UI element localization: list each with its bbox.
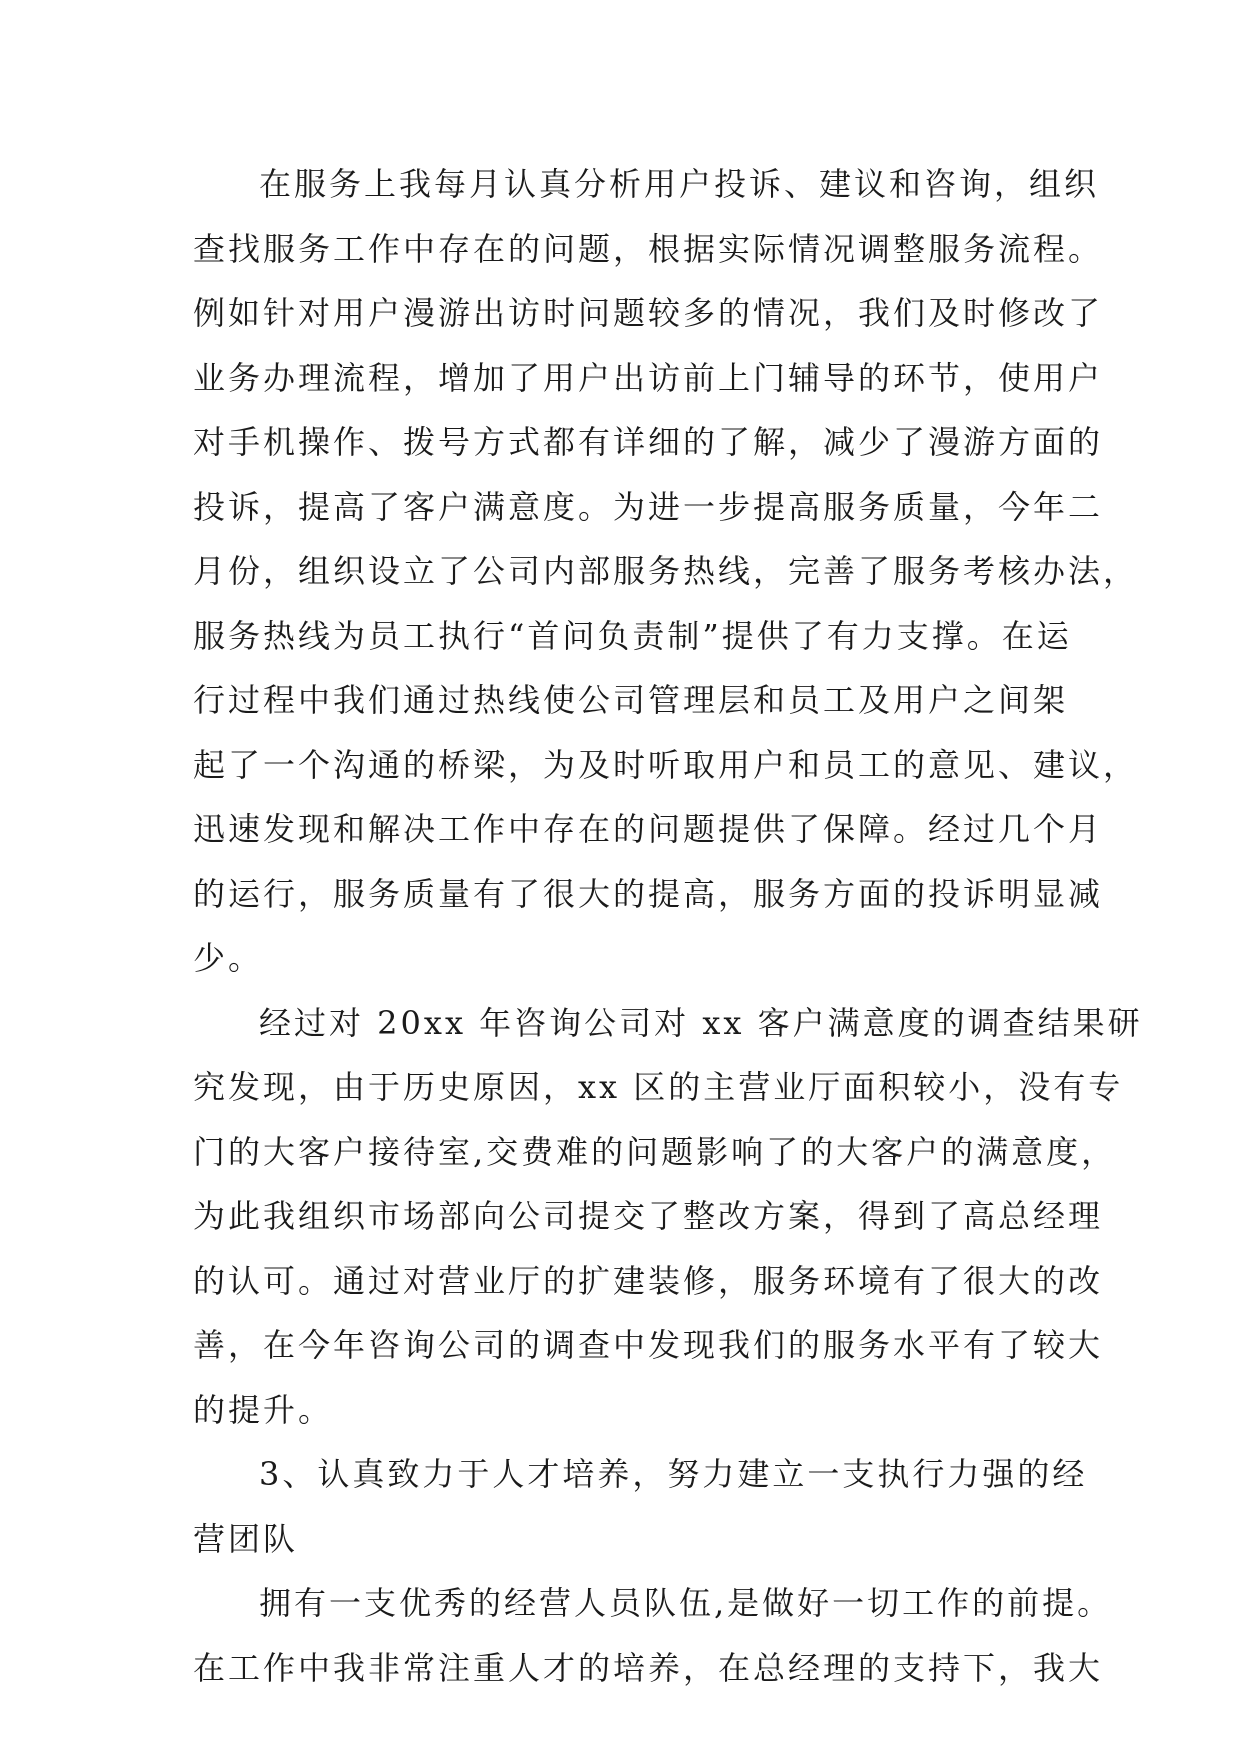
text-line: 行过程中我们通过热线使公司管理层和员工及用户之间架: [193, 681, 1069, 719]
text-line: 的运行，服务质量有了很大的提高，服务方面的投诉明显减: [193, 874, 1104, 913]
text-line: 究发现，由于历史原因，xx 区的主营业厅面积较小，没有专: [193, 1068, 1124, 1106]
document-body: [193, 152, 1143, 1700]
text-line: 服务热线为员工执行“首问负责制”提供了有力支撑。在运: [193, 616, 1072, 655]
text-line: 营团队: [193, 1519, 299, 1558]
text-line: 在工作中我非常注重人才的培养，在总经理的支持下，我大: [193, 1648, 1104, 1687]
text-line: 在服务上我每月认真分析用户投诉、建议和咨询，组织: [259, 165, 1100, 203]
text-line: 对手机操作、拨号方式都有详细的了解，减少了漫游方面的: [193, 423, 1104, 461]
text-line: 门的大客户接待室,交费难的问题影响了的大客户的满意度，: [193, 1132, 1117, 1171]
text-line: 投诉，提高了客户满意度。为进一步提高服务质量，今年二: [193, 487, 1104, 526]
text-line: 少。: [193, 939, 264, 977]
text-line: 善，在今年咨询公司的调查中发现我们的服务水平有了较大: [193, 1326, 1104, 1364]
text-line: 月份，组织设立了公司内部服务热线，完善了服务考核办法，: [193, 552, 1139, 590]
text-line: 的提升。: [193, 1390, 334, 1429]
text-line: 3、认真致力于人才培养，努力建立一支执行力强的经: [259, 1455, 1088, 1493]
text-line: 例如针对用户漫游出访时问题较多的情况，我们及时修改了: [193, 294, 1104, 332]
text-line: 经过对 20xx 年咨询公司对 xx 客户满意度的调查结果研: [259, 1003, 1143, 1042]
text-line: 业务办理流程，增加了用户出访前上门辅导的环节，使用户: [193, 358, 1104, 397]
text-line: 起了一个沟通的桥梁，为及时听取用户和员工的意见、建议，: [193, 745, 1139, 784]
text-line: 的认可。通过对营业厅的扩建装修，服务环境有了很大的改: [193, 1261, 1104, 1300]
text-line: 查找服务工作中存在的问题，根据实际情况调整服务流程。: [193, 229, 1104, 268]
text-line: 迅速发现和解决工作中存在的问题提供了保障。经过几个月: [193, 810, 1104, 848]
text-line: 为此我组织市场部向公司提交了整改方案，得到了高总经理: [193, 1197, 1104, 1235]
text-line: 拥有一支优秀的经营人员队伍,是做好一切工作的前提。: [259, 1584, 1113, 1622]
